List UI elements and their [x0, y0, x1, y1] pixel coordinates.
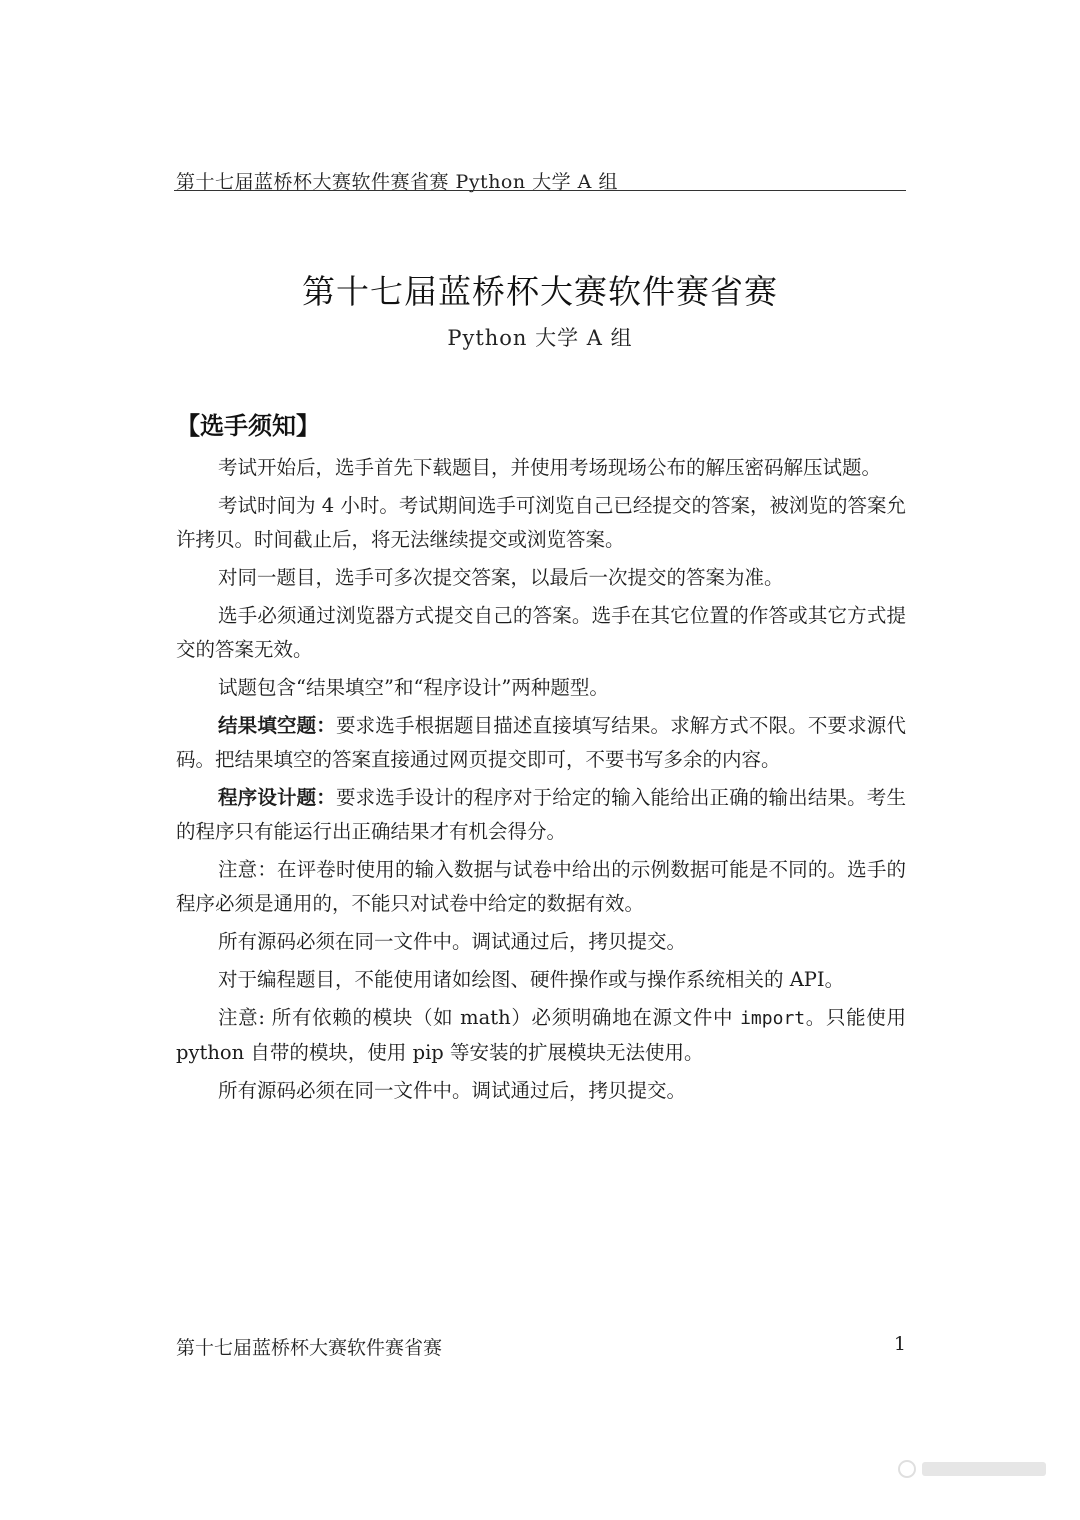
fill-in-label: 结果填空题：	[218, 714, 336, 737]
section-heading: 【选手须知】	[176, 412, 320, 440]
paragraph-module-note	[176, 1001, 906, 1070]
footer-title: 第十七届蓝桥杯大赛软件赛省赛	[176, 1337, 443, 1359]
module-note-post: 。只能使用 python 自带的模块，使用 pip 等安装的扩展模块无法使用。	[176, 1006, 906, 1064]
programming-label: 程序设计题：	[218, 786, 336, 809]
paragraph-single-file-repeat: 所有源码必须在同一文件中。调试通过后，拷贝提交。	[218, 1079, 687, 1102]
paragraph-fill-in-result	[176, 709, 906, 777]
page-number: 1	[893, 1333, 906, 1355]
module-note-pre: 注意: 所有依赖的模块（如 math）必须明确地在源文件中	[218, 1006, 741, 1029]
paragraph-programming	[176, 781, 906, 849]
paragraph-single-file: 所有源码必须在同一文件中。调试通过后，拷贝提交。	[218, 930, 687, 953]
paragraph-test-data-note: 注意：在评卷时使用的输入数据与试卷中给出的示例数据可能是不同的。选手的程序必须是通用的，不能只对试卷中给定的数据有效。	[176, 858, 906, 915]
paragraph-question-types: 试题包含“结果填空”和“程序设计”两种题型。	[218, 676, 609, 699]
paragraph-multiple-submissions: 对同一题目，选手可多次提交答案，以最后一次提交的答案为准。	[218, 566, 784, 589]
document-title: 第十七届蓝桥杯大赛软件赛省赛	[302, 272, 778, 311]
instructions-body	[176, 451, 906, 1112]
paragraph-exam-time: 考试时间为 4 小时。考试期间选手可浏览自己已经提交的答案，被浏览的答案允许拷贝。时间截止后，将无法继续提交或浏览答案。	[176, 494, 906, 551]
document-subtitle: Python 大学 A 组	[447, 326, 633, 350]
import-keyword: import	[740, 1008, 806, 1029]
watermark-logo-icon	[896, 1456, 1056, 1482]
paragraph-download: 考试开始后，选手首先下载题目，并使用考场现场公布的解压密码解压试题。	[218, 456, 882, 479]
running-header: 第十七届蓝桥杯大赛软件赛省赛 Python 大学 A 组	[176, 171, 618, 193]
programming-text: 要求选手设计的程序对于给定的输入能给出正确的输出结果。考生的程序只有能运行出正确结果才有机会得分。	[176, 786, 906, 843]
fill-in-text: 要求选手根据题目描述直接填写结果。求解方式不限。不要求源代码。把结果填空的答案直接通过网页提交即可，不要书写多余的内容。	[176, 714, 906, 771]
paragraph-browser-submission: 选手必须通过浏览器方式提交自己的答案。选手在其它位置的作答或其它方式提交的答案无效。	[176, 604, 906, 661]
paragraph-api-restriction: 对于编程题目，不能使用诸如绘图、硬件操作或与操作系统相关的 API。	[218, 968, 845, 991]
header-rule	[174, 190, 906, 191]
